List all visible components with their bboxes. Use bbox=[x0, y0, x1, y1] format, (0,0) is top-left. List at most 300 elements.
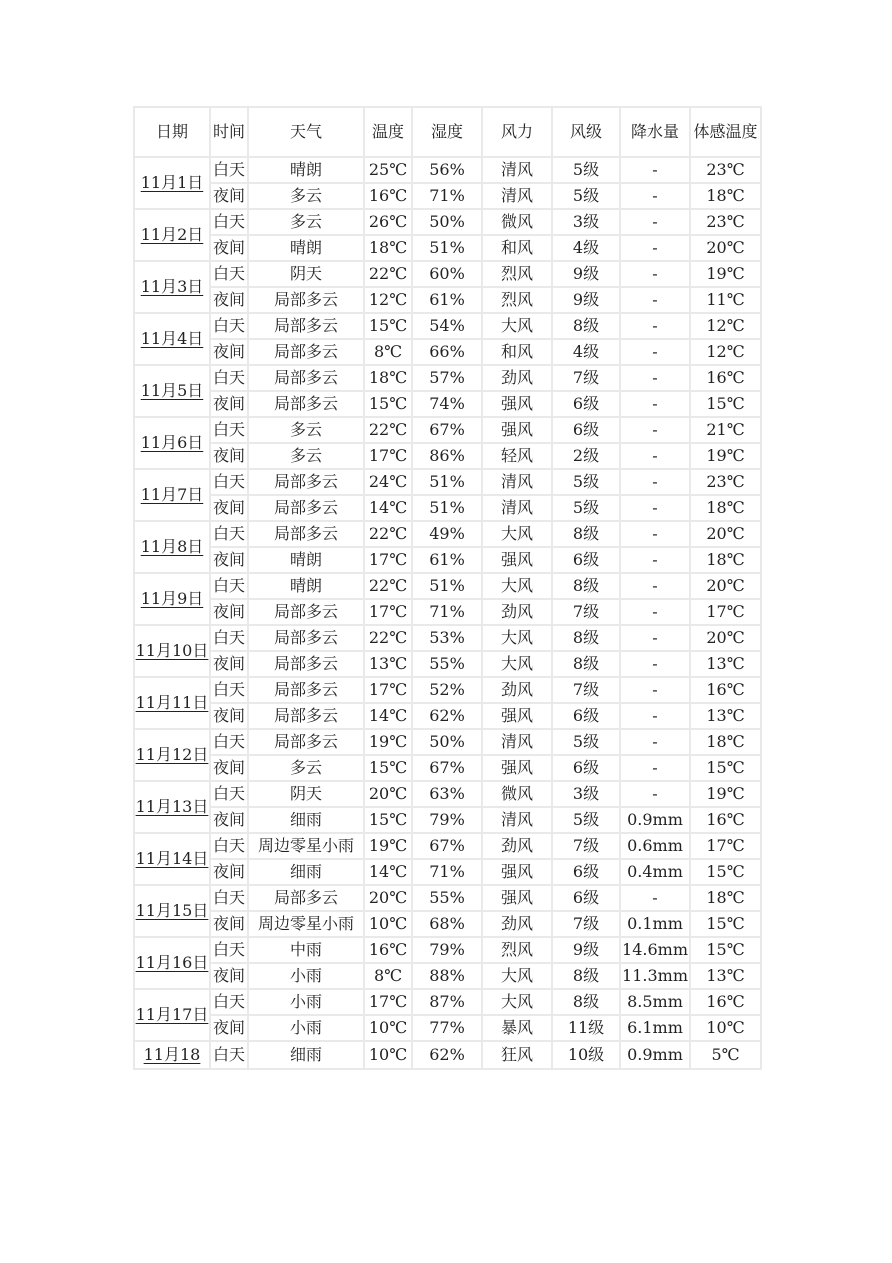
time-cell: 夜间 bbox=[210, 599, 248, 625]
wind-cell: 狂风 bbox=[482, 1041, 552, 1069]
weather-cell: 晴朗 bbox=[248, 547, 364, 573]
date-label: 11月5日 bbox=[140, 381, 204, 400]
temperature-cell: 26℃ bbox=[364, 209, 412, 235]
table-row bbox=[134, 937, 761, 963]
feels-like-cell: 23℃ bbox=[690, 157, 761, 183]
date-cell bbox=[134, 365, 210, 417]
wind-level-cell: 6级 bbox=[552, 417, 620, 443]
wind-level-cell: 7级 bbox=[552, 833, 620, 859]
wind-level-cell: 7级 bbox=[552, 911, 620, 937]
precipitation-cell: 8.5mm bbox=[620, 989, 690, 1015]
feels-like-cell: 20℃ bbox=[690, 625, 761, 651]
precipitation-cell: - bbox=[620, 365, 690, 391]
table-row bbox=[134, 287, 761, 313]
wind-cell: 清风 bbox=[482, 729, 552, 755]
precipitation-cell: - bbox=[620, 261, 690, 287]
humidity-cell: 62% bbox=[412, 703, 482, 729]
temperature-cell: 14℃ bbox=[364, 703, 412, 729]
date-cell bbox=[134, 521, 210, 573]
date-label: 11月15日 bbox=[135, 901, 209, 920]
wind-cell: 微风 bbox=[482, 209, 552, 235]
header-wind-level: 风级 bbox=[552, 107, 620, 157]
wind-cell: 劲风 bbox=[482, 599, 552, 625]
weather-cell: 局部多云 bbox=[248, 703, 364, 729]
wind-level-cell: 5级 bbox=[552, 157, 620, 183]
table-row bbox=[134, 807, 761, 833]
weather-table bbox=[133, 106, 762, 1070]
precipitation-cell: - bbox=[620, 573, 690, 599]
date-label: 11月1日 bbox=[140, 173, 204, 192]
feels-like-cell: 13℃ bbox=[690, 963, 761, 989]
wind-level-cell: 7级 bbox=[552, 677, 620, 703]
feels-like-cell: 13℃ bbox=[690, 703, 761, 729]
feels-like-cell: 23℃ bbox=[690, 209, 761, 235]
temperature-cell: 19℃ bbox=[364, 729, 412, 755]
wind-level-cell: 9级 bbox=[552, 937, 620, 963]
temperature-cell: 18℃ bbox=[364, 365, 412, 391]
wind-cell: 强风 bbox=[482, 755, 552, 781]
precipitation-cell: - bbox=[620, 443, 690, 469]
weather-cell: 多云 bbox=[248, 443, 364, 469]
temperature-cell: 15℃ bbox=[364, 755, 412, 781]
temperature-cell: 8℃ bbox=[364, 339, 412, 365]
humidity-cell: 55% bbox=[412, 885, 482, 911]
feels-like-cell: 16℃ bbox=[690, 807, 761, 833]
precipitation-cell: 0.9mm bbox=[620, 807, 690, 833]
wind-level-cell: 8级 bbox=[552, 521, 620, 547]
feels-like-cell: 17℃ bbox=[690, 599, 761, 625]
temperature-cell: 15℃ bbox=[364, 313, 412, 339]
time-cell: 夜间 bbox=[210, 443, 248, 469]
wind-cell: 和风 bbox=[482, 235, 552, 261]
humidity-cell: 79% bbox=[412, 807, 482, 833]
table-row bbox=[134, 989, 761, 1015]
precipitation-cell: - bbox=[620, 885, 690, 911]
feels-like-cell: 20℃ bbox=[690, 521, 761, 547]
temperature-cell: 10℃ bbox=[364, 911, 412, 937]
precipitation-cell: 0.9mm bbox=[620, 1041, 690, 1069]
wind-level-cell: 7级 bbox=[552, 365, 620, 391]
humidity-cell: 56% bbox=[412, 157, 482, 183]
precipitation-cell: - bbox=[620, 469, 690, 495]
temperature-cell: 18℃ bbox=[364, 235, 412, 261]
humidity-cell: 51% bbox=[412, 495, 482, 521]
precipitation-cell: - bbox=[620, 183, 690, 209]
humidity-cell: 67% bbox=[412, 833, 482, 859]
wind-level-cell: 3级 bbox=[552, 209, 620, 235]
time-cell: 夜间 bbox=[210, 287, 248, 313]
weather-cell: 小雨 bbox=[248, 989, 364, 1015]
time-cell: 白天 bbox=[210, 261, 248, 287]
precipitation-cell: - bbox=[620, 391, 690, 417]
date-label: 11月8日 bbox=[140, 537, 204, 556]
time-cell: 白天 bbox=[210, 365, 248, 391]
header-wind: 风力 bbox=[482, 107, 552, 157]
header-precipitation: 降水量 bbox=[620, 107, 690, 157]
feels-like-cell: 18℃ bbox=[690, 729, 761, 755]
humidity-cell: 68% bbox=[412, 911, 482, 937]
feels-like-cell: 18℃ bbox=[690, 885, 761, 911]
precipitation-cell: - bbox=[620, 521, 690, 547]
wind-level-cell: 6级 bbox=[552, 391, 620, 417]
feels-like-cell: 15℃ bbox=[690, 911, 761, 937]
weather-cell: 多云 bbox=[248, 209, 364, 235]
precipitation-cell: - bbox=[620, 287, 690, 313]
weather-cell: 局部多云 bbox=[248, 625, 364, 651]
wind-level-cell: 6级 bbox=[552, 703, 620, 729]
humidity-cell: 61% bbox=[412, 547, 482, 573]
precipitation-cell: 11.3mm bbox=[620, 963, 690, 989]
humidity-cell: 71% bbox=[412, 599, 482, 625]
weather-cell: 局部多云 bbox=[248, 677, 364, 703]
wind-cell: 强风 bbox=[482, 391, 552, 417]
weather-cell: 阴天 bbox=[248, 261, 364, 287]
table-row bbox=[134, 261, 761, 287]
feels-like-cell: 12℃ bbox=[690, 313, 761, 339]
wind-level-cell: 5级 bbox=[552, 729, 620, 755]
date-label: 11月12日 bbox=[135, 745, 209, 764]
feels-like-cell: 15℃ bbox=[690, 937, 761, 963]
header-date: 日期 bbox=[134, 107, 210, 157]
precipitation-cell: 0.4mm bbox=[620, 859, 690, 885]
table-row bbox=[134, 963, 761, 989]
date-label: 11月9日 bbox=[140, 589, 204, 608]
table-row bbox=[134, 599, 761, 625]
time-cell: 白天 bbox=[210, 677, 248, 703]
wind-level-cell: 9级 bbox=[552, 287, 620, 313]
feels-like-cell: 16℃ bbox=[690, 365, 761, 391]
feels-like-cell: 18℃ bbox=[690, 495, 761, 521]
feels-like-cell: 16℃ bbox=[690, 989, 761, 1015]
feels-like-cell: 11℃ bbox=[690, 287, 761, 313]
precipitation-cell: - bbox=[620, 417, 690, 443]
time-cell: 夜间 bbox=[210, 235, 248, 261]
humidity-cell: 50% bbox=[412, 209, 482, 235]
temperature-cell: 22℃ bbox=[364, 573, 412, 599]
table-row bbox=[134, 651, 761, 677]
weather-cell: 局部多云 bbox=[248, 599, 364, 625]
date-label: 11月14日 bbox=[135, 849, 209, 868]
weather-cell: 局部多云 bbox=[248, 469, 364, 495]
humidity-cell: 51% bbox=[412, 469, 482, 495]
date-cell bbox=[134, 729, 210, 781]
feels-like-cell: 15℃ bbox=[690, 391, 761, 417]
temperature-cell: 10℃ bbox=[364, 1041, 412, 1069]
wind-level-cell: 11级 bbox=[552, 1015, 620, 1041]
date-cell bbox=[134, 261, 210, 313]
date-label: 11月7日 bbox=[140, 485, 204, 504]
time-cell: 夜间 bbox=[210, 911, 248, 937]
temperature-cell: 14℃ bbox=[364, 859, 412, 885]
date-label: 11月13日 bbox=[135, 797, 209, 816]
humidity-cell: 55% bbox=[412, 651, 482, 677]
weather-cell: 周边零星小雨 bbox=[248, 833, 364, 859]
date-cell bbox=[134, 469, 210, 521]
table-row bbox=[134, 547, 761, 573]
wind-level-cell: 6级 bbox=[552, 859, 620, 885]
table-row bbox=[134, 235, 761, 261]
feels-like-cell: 18℃ bbox=[690, 183, 761, 209]
table-row bbox=[134, 209, 761, 235]
precipitation-cell: - bbox=[620, 677, 690, 703]
temperature-cell: 17℃ bbox=[364, 443, 412, 469]
precipitation-cell: - bbox=[620, 547, 690, 573]
table-row bbox=[134, 157, 761, 183]
time-cell: 白天 bbox=[210, 937, 248, 963]
wind-level-cell: 2级 bbox=[552, 443, 620, 469]
weather-cell: 阴天 bbox=[248, 781, 364, 807]
temperature-cell: 14℃ bbox=[364, 495, 412, 521]
humidity-cell: 52% bbox=[412, 677, 482, 703]
date-label: 11月3日 bbox=[140, 277, 204, 296]
date-cell bbox=[134, 1041, 210, 1069]
wind-level-cell: 7级 bbox=[552, 599, 620, 625]
weather-cell: 局部多云 bbox=[248, 651, 364, 677]
temperature-cell: 15℃ bbox=[364, 391, 412, 417]
wind-level-cell: 5级 bbox=[552, 807, 620, 833]
wind-cell: 劲风 bbox=[482, 911, 552, 937]
weather-cell: 局部多云 bbox=[248, 521, 364, 547]
time-cell: 夜间 bbox=[210, 807, 248, 833]
header-time: 时间 bbox=[210, 107, 248, 157]
temperature-cell: 16℃ bbox=[364, 183, 412, 209]
date-label: 11月4日 bbox=[140, 329, 204, 348]
time-cell: 白天 bbox=[210, 417, 248, 443]
precipitation-cell: - bbox=[620, 157, 690, 183]
table-row bbox=[134, 911, 761, 937]
header-temperature: 温度 bbox=[364, 107, 412, 157]
humidity-cell: 88% bbox=[412, 963, 482, 989]
feels-like-cell: 17℃ bbox=[690, 833, 761, 859]
humidity-cell: 62% bbox=[412, 1041, 482, 1069]
time-cell: 白天 bbox=[210, 625, 248, 651]
time-cell: 夜间 bbox=[210, 495, 248, 521]
wind-level-cell: 8级 bbox=[552, 625, 620, 651]
wind-cell: 大风 bbox=[482, 989, 552, 1015]
wind-level-cell: 8级 bbox=[552, 313, 620, 339]
humidity-cell: 77% bbox=[412, 1015, 482, 1041]
wind-level-cell: 8级 bbox=[552, 989, 620, 1015]
table-row bbox=[134, 703, 761, 729]
humidity-cell: 71% bbox=[412, 183, 482, 209]
temperature-cell: 17℃ bbox=[364, 599, 412, 625]
humidity-cell: 54% bbox=[412, 313, 482, 339]
feels-like-cell: 20℃ bbox=[690, 573, 761, 599]
wind-level-cell: 3级 bbox=[552, 781, 620, 807]
humidity-cell: 66% bbox=[412, 339, 482, 365]
weather-cell: 局部多云 bbox=[248, 885, 364, 911]
humidity-cell: 51% bbox=[412, 573, 482, 599]
temperature-cell: 17℃ bbox=[364, 677, 412, 703]
time-cell: 白天 bbox=[210, 729, 248, 755]
time-cell: 夜间 bbox=[210, 703, 248, 729]
table-row bbox=[134, 625, 761, 651]
weather-cell: 小雨 bbox=[248, 963, 364, 989]
weather-cell: 周边零星小雨 bbox=[248, 911, 364, 937]
weather-cell: 局部多云 bbox=[248, 365, 364, 391]
date-cell bbox=[134, 209, 210, 261]
weather-cell: 局部多云 bbox=[248, 391, 364, 417]
wind-level-cell: 8级 bbox=[552, 963, 620, 989]
feels-like-cell: 13℃ bbox=[690, 651, 761, 677]
temperature-cell: 25℃ bbox=[364, 157, 412, 183]
precipitation-cell: 14.6mm bbox=[620, 937, 690, 963]
time-cell: 白天 bbox=[210, 885, 248, 911]
time-cell: 夜间 bbox=[210, 755, 248, 781]
feels-like-cell: 19℃ bbox=[690, 443, 761, 469]
weather-cell: 多云 bbox=[248, 183, 364, 209]
temperature-cell: 22℃ bbox=[364, 625, 412, 651]
weather-cell: 局部多云 bbox=[248, 339, 364, 365]
wind-cell: 清风 bbox=[482, 183, 552, 209]
wind-cell: 烈风 bbox=[482, 261, 552, 287]
wind-level-cell: 6级 bbox=[552, 547, 620, 573]
precipitation-cell: - bbox=[620, 339, 690, 365]
wind-cell: 强风 bbox=[482, 417, 552, 443]
time-cell: 夜间 bbox=[210, 339, 248, 365]
wind-cell: 清风 bbox=[482, 495, 552, 521]
date-cell bbox=[134, 937, 210, 989]
date-cell bbox=[134, 989, 210, 1041]
precipitation-cell: - bbox=[620, 625, 690, 651]
time-cell: 夜间 bbox=[210, 1015, 248, 1041]
wind-level-cell: 5级 bbox=[552, 469, 620, 495]
temperature-cell: 8℃ bbox=[364, 963, 412, 989]
table-row bbox=[134, 859, 761, 885]
time-cell: 夜间 bbox=[210, 391, 248, 417]
weather-cell: 晴朗 bbox=[248, 573, 364, 599]
wind-cell: 烈风 bbox=[482, 287, 552, 313]
precipitation-cell: - bbox=[620, 729, 690, 755]
wind-cell: 清风 bbox=[482, 157, 552, 183]
precipitation-cell: - bbox=[620, 495, 690, 521]
table-row bbox=[134, 521, 761, 547]
wind-level-cell: 8级 bbox=[552, 651, 620, 677]
table-row bbox=[134, 677, 761, 703]
header-feels-like: 体感温度 bbox=[690, 107, 761, 157]
wind-cell: 强风 bbox=[482, 859, 552, 885]
humidity-cell: 50% bbox=[412, 729, 482, 755]
wind-level-cell: 8级 bbox=[552, 573, 620, 599]
wind-cell: 大风 bbox=[482, 625, 552, 651]
feels-like-cell: 12℃ bbox=[690, 339, 761, 365]
date-label: 11月10日 bbox=[135, 641, 209, 660]
temperature-cell: 22℃ bbox=[364, 417, 412, 443]
humidity-cell: 51% bbox=[412, 235, 482, 261]
temperature-cell: 20℃ bbox=[364, 781, 412, 807]
weather-cell: 晴朗 bbox=[248, 235, 364, 261]
weather-cell: 多云 bbox=[248, 755, 364, 781]
wind-level-cell: 5级 bbox=[552, 183, 620, 209]
precipitation-cell: 6.1mm bbox=[620, 1015, 690, 1041]
time-cell: 白天 bbox=[210, 573, 248, 599]
table-body bbox=[134, 157, 761, 1069]
table-row bbox=[134, 443, 761, 469]
weather-cell: 局部多云 bbox=[248, 313, 364, 339]
table-row bbox=[134, 885, 761, 911]
feels-like-cell: 5℃ bbox=[690, 1041, 761, 1069]
wind-cell: 微风 bbox=[482, 781, 552, 807]
wind-cell: 暴风 bbox=[482, 1015, 552, 1041]
weather-cell: 细雨 bbox=[248, 807, 364, 833]
date-cell bbox=[134, 781, 210, 833]
time-cell: 白天 bbox=[210, 833, 248, 859]
wind-cell: 强风 bbox=[482, 547, 552, 573]
humidity-cell: 57% bbox=[412, 365, 482, 391]
time-cell: 夜间 bbox=[210, 183, 248, 209]
date-cell bbox=[134, 833, 210, 885]
wind-level-cell: 4级 bbox=[552, 235, 620, 261]
feels-like-cell: 18℃ bbox=[690, 547, 761, 573]
date-cell bbox=[134, 417, 210, 469]
date-cell bbox=[134, 157, 210, 209]
wind-cell: 烈风 bbox=[482, 937, 552, 963]
wind-cell: 清风 bbox=[482, 469, 552, 495]
table-row bbox=[134, 391, 761, 417]
temperature-cell: 17℃ bbox=[364, 547, 412, 573]
weather-cell: 局部多云 bbox=[248, 287, 364, 313]
feels-like-cell: 23℃ bbox=[690, 469, 761, 495]
time-cell: 白天 bbox=[210, 469, 248, 495]
time-cell: 白天 bbox=[210, 521, 248, 547]
table-row bbox=[134, 417, 761, 443]
date-cell bbox=[134, 573, 210, 625]
table-row bbox=[134, 573, 761, 599]
feels-like-cell: 15℃ bbox=[690, 755, 761, 781]
precipitation-cell: - bbox=[620, 755, 690, 781]
table-row bbox=[134, 781, 761, 807]
wind-level-cell: 10级 bbox=[552, 1041, 620, 1069]
precipitation-cell: - bbox=[620, 703, 690, 729]
humidity-cell: 63% bbox=[412, 781, 482, 807]
wind-cell: 大风 bbox=[482, 313, 552, 339]
wind-cell: 清风 bbox=[482, 807, 552, 833]
humidity-cell: 67% bbox=[412, 417, 482, 443]
feels-like-cell: 10℃ bbox=[690, 1015, 761, 1041]
wind-cell: 大风 bbox=[482, 521, 552, 547]
wind-level-cell: 6级 bbox=[552, 885, 620, 911]
temperature-cell: 12℃ bbox=[364, 287, 412, 313]
wind-level-cell: 9级 bbox=[552, 261, 620, 287]
table-row bbox=[134, 495, 761, 521]
precipitation-cell: 0.1mm bbox=[620, 911, 690, 937]
date-cell bbox=[134, 885, 210, 937]
temperature-cell: 13℃ bbox=[364, 651, 412, 677]
table-row bbox=[134, 833, 761, 859]
date-label: 11月2日 bbox=[140, 225, 204, 244]
date-cell bbox=[134, 625, 210, 677]
humidity-cell: 61% bbox=[412, 287, 482, 313]
weather-cell: 小雨 bbox=[248, 1015, 364, 1041]
time-cell: 白天 bbox=[210, 313, 248, 339]
humidity-cell: 60% bbox=[412, 261, 482, 287]
feels-like-cell: 21℃ bbox=[690, 417, 761, 443]
humidity-cell: 49% bbox=[412, 521, 482, 547]
temperature-cell: 17℃ bbox=[364, 989, 412, 1015]
time-cell: 夜间 bbox=[210, 963, 248, 989]
table-row bbox=[134, 339, 761, 365]
table-header-row bbox=[134, 107, 761, 157]
time-cell: 白天 bbox=[210, 209, 248, 235]
wind-cell: 大风 bbox=[482, 963, 552, 989]
precipitation-cell: - bbox=[620, 651, 690, 677]
humidity-cell: 74% bbox=[412, 391, 482, 417]
temperature-cell: 10℃ bbox=[364, 1015, 412, 1041]
wind-cell: 劲风 bbox=[482, 833, 552, 859]
temperature-cell: 15℃ bbox=[364, 807, 412, 833]
precipitation-cell: - bbox=[620, 599, 690, 625]
time-cell: 白天 bbox=[210, 781, 248, 807]
